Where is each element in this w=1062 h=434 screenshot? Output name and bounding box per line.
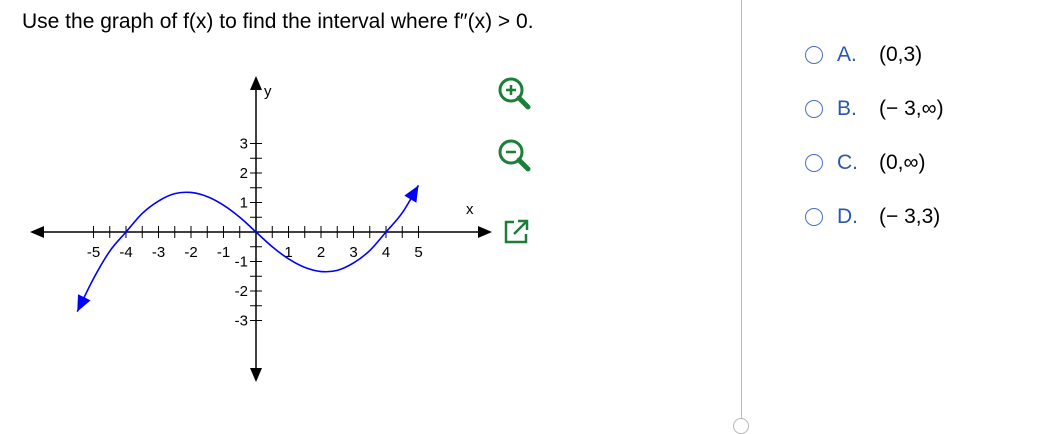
option-c[interactable]	[805, 136, 944, 190]
x-axis-arrow-left	[30, 226, 44, 238]
panel-resize-handle[interactable]	[733, 418, 749, 434]
x-tick-label: 2	[316, 244, 326, 261]
zoom-out-icon	[494, 136, 534, 176]
x-tick-label: 5	[414, 244, 423, 261]
option-value: (0,∞)	[879, 151, 926, 174]
y-axis-label: y	[264, 83, 272, 100]
option-b[interactable]	[805, 82, 944, 136]
y-tick-label: -3	[234, 312, 248, 330]
option-letter: C.	[837, 151, 858, 174]
option-letter: A.	[837, 43, 857, 66]
curve-arrow-right	[404, 185, 418, 202]
tick-labels	[87, 83, 474, 330]
popout-icon	[500, 216, 532, 248]
option-letter: D.	[837, 205, 858, 228]
y-tick-label: -2	[234, 283, 248, 300]
option-d[interactable]	[805, 190, 944, 244]
y-tick-label: 1	[239, 194, 248, 212]
x-tick-label: -5	[86, 244, 101, 261]
radio-button[interactable]	[805, 208, 823, 226]
zoom-in-button[interactable]	[494, 74, 534, 114]
option-value: (− 3,∞)	[879, 97, 944, 120]
y-axis-arrow-down	[250, 368, 262, 382]
option-value: (− 3,3)	[879, 205, 941, 228]
zoom-in-icon	[494, 74, 534, 114]
popout-button[interactable]	[500, 216, 540, 256]
zoom-out-button[interactable]	[494, 136, 534, 176]
x-tick-label: -2	[184, 244, 198, 261]
axes	[30, 76, 492, 382]
y-tick-label: 2	[239, 165, 248, 182]
answer-options	[805, 28, 944, 244]
x-tick-label: 1	[284, 244, 293, 261]
x-axis-label: x	[466, 201, 474, 218]
x-tick-label: -1	[216, 244, 231, 261]
x-axis-arrow-right	[478, 226, 492, 238]
option-value: (0,3)	[879, 43, 923, 66]
x-tick-label: 3	[349, 244, 358, 261]
panel-divider[interactable]	[741, 0, 742, 424]
radio-button[interactable]	[805, 154, 823, 172]
radio-button[interactable]	[805, 46, 823, 64]
x-tick-label: -3	[151, 244, 166, 261]
option-letter: B.	[837, 97, 857, 120]
y-tick-label: -1	[234, 253, 248, 271]
option-a[interactable]	[805, 28, 944, 82]
y-tick-label: 3	[239, 135, 248, 153]
radio-button[interactable]	[805, 100, 823, 118]
function-graph	[0, 0, 520, 400]
question-text: Use the graph of f(x) to find the interval where f′′(x) > 0.	[22, 10, 534, 33]
y-axis-arrow-up	[250, 76, 262, 90]
x-tick-label: -4	[119, 244, 133, 261]
x-tick-label: 4	[381, 244, 391, 261]
